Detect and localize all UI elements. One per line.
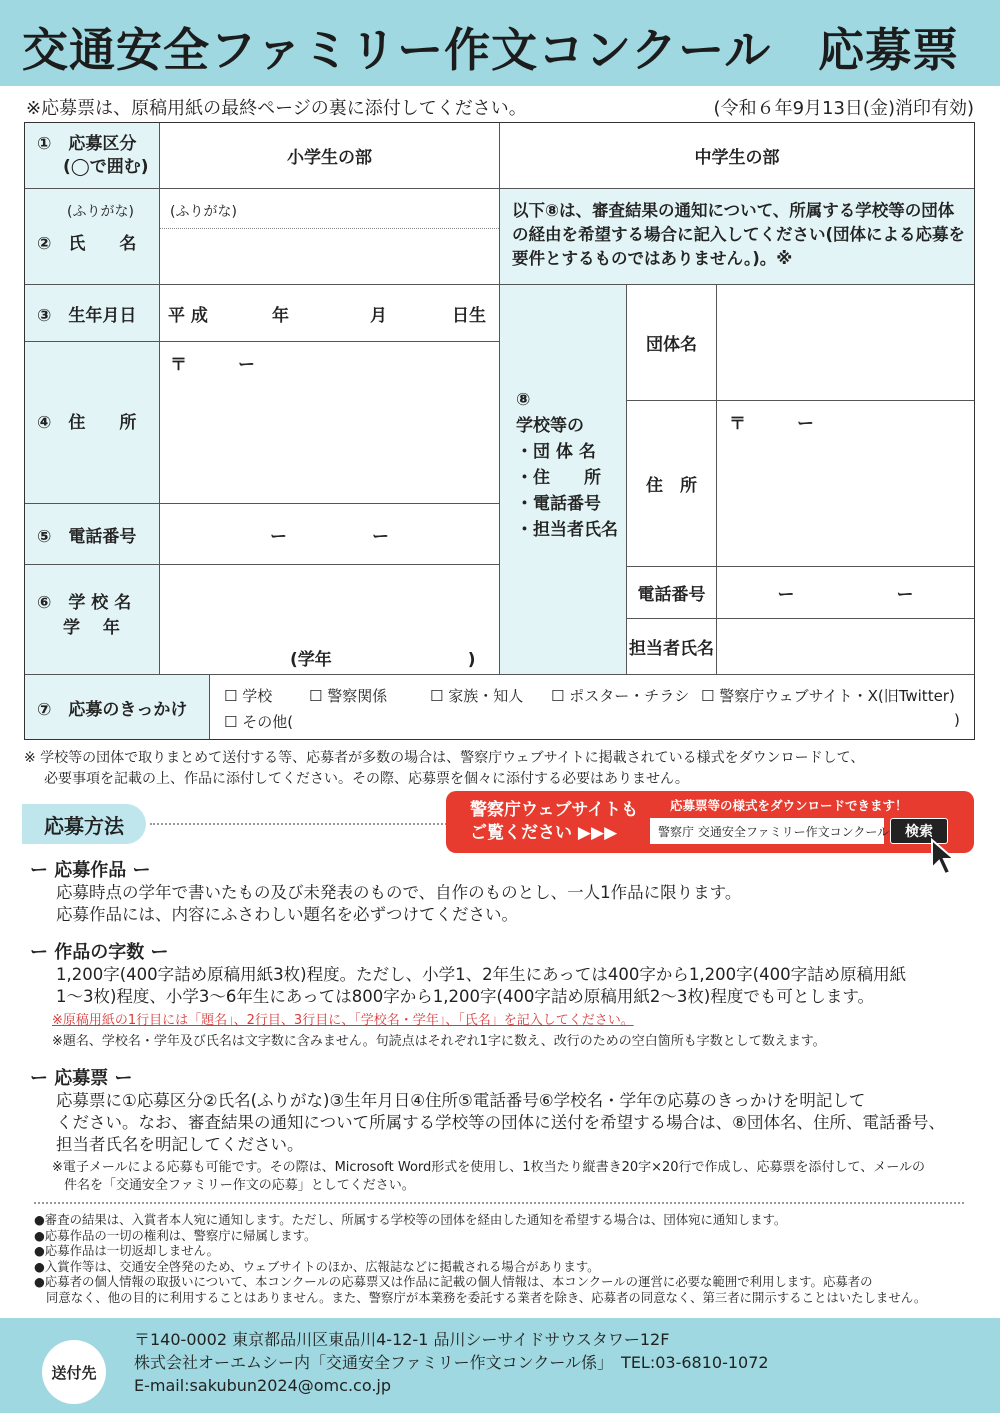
org-name-field[interactable] <box>717 285 974 401</box>
group-line-1: ・団 体 名 <box>516 442 596 462</box>
furigana-field[interactable]: (ふりがな) <box>160 189 499 229</box>
trigger-option-poster[interactable]: ☐ ポスター・チラシ <box>551 687 690 705</box>
group-label: ⑧ <box>516 390 531 410</box>
bullet-item: ●応募作品の一切の権利は、警察庁に帰属します。 <box>34 1227 317 1243</box>
form-title: ー 応募票 ー <box>30 1068 133 1089</box>
email-note-1: ※電子メールによる応募も可能です。その際は、Microsoft Word形式を使用し、1枚当たり縦書き20字×20行で作成し、応募票を添付して、メールの <box>52 1160 926 1175</box>
birth-year: 年 <box>272 306 289 326</box>
group-line-3: ・電話番号 <box>516 494 601 514</box>
name-label-cell <box>25 189 160 285</box>
send-badge: 送付先 <box>42 1340 106 1404</box>
footer-company: 株式会社オーエムシー内「交通安全ファミリー作文コンクール係」 TEL:03-6810-1072 <box>134 1353 769 1372</box>
footer <box>0 1318 1000 1413</box>
count-line-2: 1〜3枚)程度、小学3〜6年生にあっては800字から1,200字(400字詰め原稿用紙2〜3枚)程度でも可とします。 <box>56 987 875 1006</box>
form-line-3: 担当者氏名を明記してください。 <box>56 1135 304 1154</box>
works-line-1: 応募時点の学年で書いたもの及び未発表のもので、自作のものとし、一人1作品に限ります。 <box>56 883 742 902</box>
footer-address: 〒140-0002 東京都品川区東品川4-12-1 品川シーサイドサウスタワー12F <box>134 1330 670 1349</box>
website-banner[interactable] <box>446 791 974 853</box>
count-note: ※題名、学校名・学年及び氏名は文字数に含みません。句読点はそれぞれ1字に数え、改行のための空白箇所も字数として数えます。 <box>52 1034 826 1049</box>
form-footnote <box>24 748 979 790</box>
elementary-option[interactable]: 小学生の部 <box>160 123 500 189</box>
works-title: ー 応募作品 ー <box>30 860 151 881</box>
name-field[interactable] <box>160 189 500 285</box>
org-postal-mark: 〒 ー <box>729 414 814 434</box>
birth-heisei: 平 成 <box>168 306 208 326</box>
grade-field[interactable]: (学年 ) <box>290 650 476 670</box>
school-field[interactable] <box>160 565 500 675</box>
category-label: ① 応募区分 <box>37 134 137 154</box>
name-label: ② 氏 名 <box>37 234 137 254</box>
junior-high-option[interactable]: 中学生の部 <box>500 123 974 189</box>
org-contact-field[interactable] <box>717 619 974 675</box>
org-contact-label: 担当者氏名 <box>627 619 717 675</box>
birth-month: 月 <box>370 306 387 326</box>
trigger-option-family[interactable]: ☐ 家族・知人 <box>430 687 524 705</box>
email-note-2: 件名を「交通安全ファミリー作文の応募」としてください。 <box>64 1178 415 1193</box>
phone-dashes: ー ー <box>270 526 389 547</box>
bullet-item: ●審査の結果は、入賞者本人宛に通知します。ただし、所属する学校等の団体を経由した通知を希望する場合は、団体宛に通知します。 <box>34 1212 787 1227</box>
org-address-label: 住 所 <box>627 401 717 567</box>
footer-email[interactable]: E-mail:sakubun2024@omc.co.jp <box>134 1376 392 1395</box>
trigger-other-close: ) <box>954 711 960 729</box>
footnote-line-2: 必要事項を記載の上、作品に添付してください。その際、応募票を個々に添付する必要はありません。 <box>44 771 689 787</box>
trigger-label: ⑦ 応募のきっかけ <box>25 675 210 739</box>
group-line-0: 学校等の <box>516 416 584 436</box>
footnote-line-1: ※ 学校等の団体で取りまとめて送付する等、応募者が多数の場合は、警察庁ウェブサイトに掲載されている様式をダウンロードして、 <box>24 750 865 766</box>
attach-notice: ※応募票は、原稿用紙の最終ページの裏に添付してください。 <box>26 98 527 119</box>
group-line-4: ・担当者氏名 <box>516 520 618 540</box>
category-sub: (◯で囲む) <box>63 157 149 177</box>
bullet-item: ●入賞作等は、交通安全啓発のため、ウェブサイトのほか、広報誌などに掲載される場合があります。 <box>34 1258 600 1274</box>
count-text <box>56 964 976 1008</box>
org-phone-field[interactable] <box>717 567 974 619</box>
grade-label: 学 年 <box>63 618 120 638</box>
category-label-cell <box>25 123 160 189</box>
trigger-field <box>210 675 974 739</box>
group-line-2: ・住 所 <box>516 468 601 488</box>
trigger-option-website[interactable]: ☐ 警察庁ウェブサイト・X(旧Twitter) <box>701 687 955 705</box>
application-form <box>24 122 975 740</box>
furigana-label: (ふりがな) <box>67 204 134 220</box>
address-field[interactable] <box>160 342 500 504</box>
banner-download-note: 応募票等の様式をダウンロードできます！ <box>670 798 908 813</box>
count-title: ー 作品の字数 ー <box>30 942 169 963</box>
postal-mark: 〒 ー <box>170 355 255 375</box>
bullet-item: ●応募作品は一切返却しません。 <box>34 1243 220 1258</box>
org-address-field[interactable] <box>717 401 974 567</box>
org-phone-label: 電話番号 <box>627 567 717 619</box>
works-text <box>56 882 976 926</box>
org-name-label: 団体名 <box>627 285 717 401</box>
phone-label: ⑤ 電話番号 <box>25 504 160 565</box>
deadline-notice: (令和６年9月13日(金)消印有効) <box>713 98 974 119</box>
method-divider <box>150 823 450 825</box>
trigger-option-police[interactable]: ☐ 警察関係 <box>309 687 388 705</box>
org-phone-dashes: ー ー <box>777 585 914 605</box>
form-text <box>56 1090 976 1156</box>
school-label: ⑥ 学 校 名 <box>37 593 132 613</box>
bullet-item: 同意なく、他の目的に利用することはありません。また、警察庁が本業務を委託する業者を除き、応募者の同意なく、第三者に開示することはいたしません。 <box>46 1289 927 1305</box>
bullet-list <box>34 1212 974 1305</box>
form-line-2: ください。なお、審査結果の通知について所属する学校等の団体に送付を希望する場合は、⑧団体名、住所、電話番号、 <box>56 1113 945 1132</box>
form-line-1: 応募票に①応募区分②氏名(ふりがな)③生年月日④住所⑤電話番号⑥学校名・学年⑦応募のきっかけを明記して <box>56 1091 866 1110</box>
bullets-divider <box>34 1202 964 1204</box>
trigger-option-school[interactable]: ☐ 学校 <box>224 687 273 705</box>
trigger-option-other[interactable]: ☐ その他( <box>224 713 294 731</box>
search-input[interactable]: 警察庁 交通安全ファミリー作文コンクール <box>650 818 884 844</box>
phone-field[interactable] <box>160 504 500 565</box>
method-title: 応募方法 <box>22 804 146 844</box>
email-note <box>52 1159 972 1195</box>
banner-left-text <box>470 799 638 845</box>
banner-line-2: ご覧ください ▶▶▶ <box>470 823 618 843</box>
cursor-icon <box>928 838 964 882</box>
birth-label: ③ 生年月日 <box>25 285 160 342</box>
page-header <box>0 0 1000 86</box>
works-line-2: 応募作品には、内容にふさわしい題名を必ずつけてください。 <box>56 905 518 924</box>
birth-day: 日生 <box>452 306 486 326</box>
birth-field[interactable] <box>160 285 500 342</box>
count-line-1: 1,200字(400字詰め原稿用紙3枚)程度。ただし、小学1、2年生にあっては400字から1,200字(400字詰め原稿用紙 <box>56 965 907 984</box>
group-label-cell <box>500 285 627 675</box>
org-note: 以下⑧は、審査結果の通知について、所属する学校等の団体の経由を希望する場合に記入してください(団体による応募を要件とするものではありません。)。※ <box>500 189 974 285</box>
page-title: 交通安全ファミリー作文コンクール 応募票 <box>22 23 960 77</box>
count-red-note: ※原稿用紙の1行目には「題名」、2行目、3行目に、「学校名・学年」、「氏名」を記入してください。 <box>52 1013 634 1028</box>
address-label: ④ 住 所 <box>25 342 160 504</box>
banner-line-1: 警察庁ウェブサイトも <box>470 800 639 820</box>
footer-address-block <box>134 1328 769 1397</box>
bullet-item: ●応募者の個人情報の取扱いについて、本コンクールの応募票又は作品に記載の個人情報は、本コンクールの運営に必要な範囲で利用します。応募者の <box>34 1274 873 1289</box>
school-label-cell <box>25 565 160 675</box>
search-button[interactable]: 検索 <box>890 818 948 844</box>
